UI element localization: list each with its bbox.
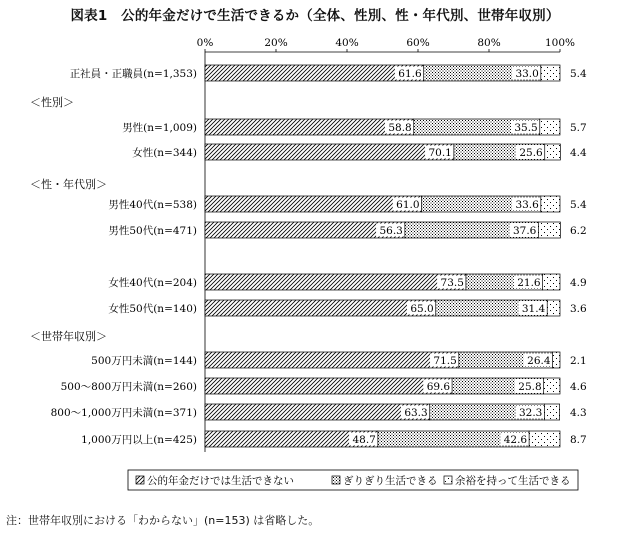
data-label: 5.7 xyxy=(570,122,587,134)
row-label: 男性(n=1,009) xyxy=(122,122,197,134)
bar-segment xyxy=(538,222,560,238)
x-tick-label: 0% xyxy=(196,37,214,49)
bar-segment xyxy=(205,378,452,394)
data-label: 6.2 xyxy=(570,225,587,237)
data-label: 4.9 xyxy=(570,277,587,289)
group-header: ＜性・年代別＞ xyxy=(30,178,107,191)
data-label: 31.4 xyxy=(521,303,546,315)
data-label: 37.6 xyxy=(512,225,537,237)
row-label: 500万円未満(n=144) xyxy=(91,355,197,367)
data-label: 61.6 xyxy=(398,68,422,80)
data-label: 71.5 xyxy=(433,355,457,367)
data-label: 26.4 xyxy=(527,355,551,367)
data-label: 25.6 xyxy=(519,147,543,159)
data-label: 5.4 xyxy=(570,68,587,80)
legend-label: 余裕を持って生活できる xyxy=(455,475,571,487)
bar-segment xyxy=(205,222,405,238)
bar-segment xyxy=(205,300,436,316)
x-tick-label: 20% xyxy=(264,37,288,49)
bar-segment xyxy=(547,300,560,316)
bar-segment xyxy=(205,65,424,81)
bar-segment xyxy=(205,274,466,290)
data-label: 58.8 xyxy=(388,122,412,134)
footnote: 注：世帯年収別における「わからない」(n=153) は省略した。 xyxy=(6,514,320,527)
bar-segment xyxy=(205,404,430,420)
data-label: 56.3 xyxy=(379,225,403,237)
data-label: 4.6 xyxy=(570,381,587,393)
row-label: 1,000万円以上(n=425) xyxy=(81,434,197,446)
row-label: 女性50代(n=140) xyxy=(108,303,197,315)
x-tick-label: 100% xyxy=(544,37,576,49)
data-label: 33.6 xyxy=(515,199,539,211)
bar-segment xyxy=(544,378,560,394)
row-label: 男性50代(n=471) xyxy=(108,225,197,237)
group-header: ＜世帯年収別＞ xyxy=(30,330,107,343)
data-label: 70.1 xyxy=(428,147,452,159)
bar-segment xyxy=(529,431,560,447)
legend-swatch xyxy=(332,476,340,484)
row-label: 女性(n=344) xyxy=(132,147,197,159)
bar-segment xyxy=(553,352,560,368)
data-label: 4.3 xyxy=(570,407,587,419)
data-label: 25.8 xyxy=(518,381,542,393)
bar-segment xyxy=(544,404,559,420)
row-label: 女性40代(n=204) xyxy=(108,277,197,289)
data-label: 21.6 xyxy=(517,277,541,289)
x-tick-label: 80% xyxy=(477,37,501,49)
data-label: 69.6 xyxy=(426,381,451,393)
data-label: 33.0 xyxy=(515,68,539,80)
x-tick-label: 60% xyxy=(406,37,430,49)
bar-segment xyxy=(205,144,454,160)
group-header: ＜性別＞ xyxy=(30,96,74,109)
data-label: 4.4 xyxy=(570,147,587,159)
bar-segment xyxy=(541,196,560,212)
legend-swatch xyxy=(444,476,452,484)
row-label: 男性40代(n=538) xyxy=(108,199,197,211)
legend-swatch xyxy=(136,476,144,484)
bar-segment xyxy=(543,274,560,290)
x-tick-label: 40% xyxy=(335,37,359,49)
data-label: 63.3 xyxy=(404,407,428,419)
bar-segment xyxy=(541,65,560,81)
data-label: 42.6 xyxy=(503,434,528,446)
data-label: 65.0 xyxy=(410,303,434,315)
legend-label: ぎりぎり生活できる xyxy=(343,475,438,487)
row-label: 800～1,000万円未満(n=371) xyxy=(50,407,197,419)
legend-label: 公的年金だけでは生活できない xyxy=(147,475,294,487)
data-label: 5.4 xyxy=(570,199,587,211)
chart-title: 図表1 公的年金だけで生活できるか（全体、性別、性・年代別、世帯年収別） xyxy=(70,8,560,24)
bar-segment xyxy=(205,119,414,135)
bar-segment xyxy=(545,144,561,160)
data-label: 73.5 xyxy=(440,277,464,289)
bar-segment xyxy=(540,119,560,135)
data-label: 8.7 xyxy=(570,434,587,446)
bar-segment xyxy=(205,352,459,368)
data-label: 2.1 xyxy=(570,355,587,367)
data-label: 35.5 xyxy=(514,122,538,134)
row-label: 正社員・正職員(n=1,353) xyxy=(69,68,197,80)
data-label: 61.0 xyxy=(396,199,420,211)
data-label: 3.6 xyxy=(570,303,587,315)
data-label: 48.7 xyxy=(352,434,376,446)
data-label: 32.3 xyxy=(518,407,543,419)
row-label: 500～800万円未満(n=260) xyxy=(60,381,197,393)
bar-segment xyxy=(205,196,422,212)
